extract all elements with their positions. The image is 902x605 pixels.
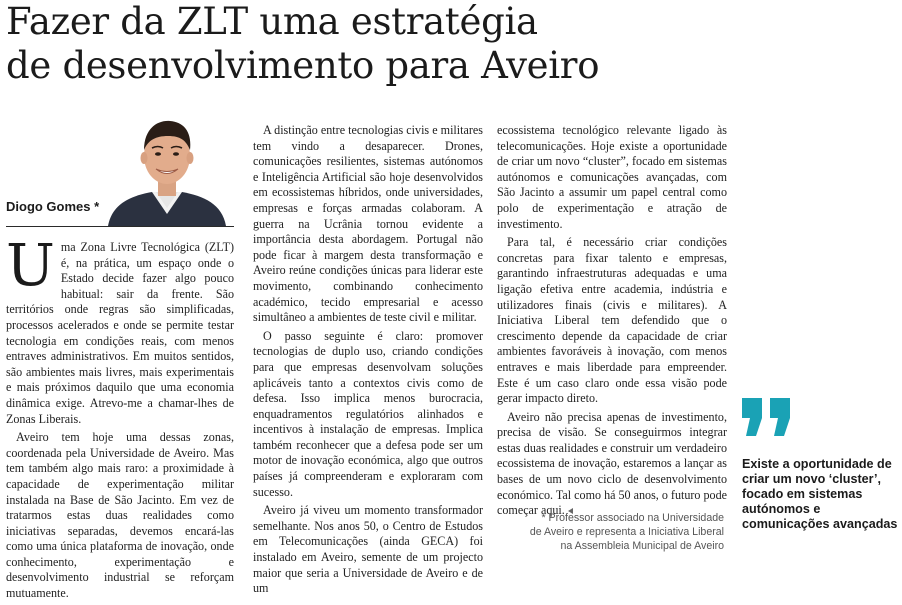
article-column-3 [497,123,727,522]
paragraph-7: Para tal, é necessário criar condições concretas para fixar talento e empresas, garantindo infraestruturas adequadas e uma ligação efetiva entre academia, indústria e utilizadores finais (civis e militares). A Iniciativa Liberal tem defendido que o crescimento depende da capacidade de criar ambientes favoráveis à inovação, com menos entraves e mais liberdade para empreender. Este é um caso claro onde essa visão pode gerar impacto direto. [497,235,727,406]
article-column-2 [253,123,483,600]
author-photo [100,116,234,226]
byline-divider [6,226,234,227]
paragraph-6: ecossistema tecnológico relevante ligado às telecomunicações. Hoje existe a oportunidade de criar um novo “cluster”, focado em sistemas autónomos e comunicações avançadas, com São Jacinto a assumir um papel central como polo de experimentação e atração de investimento. [497,123,727,231]
article-column-1 [6,231,234,605]
paragraph-8 [497,410,727,519]
footnote-line-3: na Assembleia Municipal de Aveiro [560,540,724,552]
paragraph-1-text: ma Zona Livre Tecnológica (ZLT) é, na prática, um espaço onde o Estado decide fazer algo pouco habitual: sair da frente. São territórios onde regras são simplificadas, processos acelerados e onde se permite testar tecnologia em condições reais, com menos entraves administrativos. Em muitos sentidos, são ambientes mais livres, mais experimentais e mais próximos daquilo que uma economia dinâmica exige. Atrevo-me a chamar-lhes de Zonas Liberais. [6,240,234,426]
paragraph-1 [6,231,234,427]
closing-quote-icon [742,398,794,443]
drop-cap: U [6,231,55,299]
headline-line-1: Fazer da ZLT uma estratégia [6,0,538,43]
paragraph-4: O passo seguinte é claro: promover tecnologias de duplo uso, criando condições para que empresas desenvolvam soluções aplicáveis tanto a contextos civis como de defesa. Isso implica menos burocracia, enquadramentos regulatórios alinhados e incentivos à instalação de empresas. Implica também reconhecer que a defesa pode ser um motor de inovação económica, algo que outros países já compreenderam e exploraram com sucesso. [253,328,483,499]
author-name: Diogo Gomes * [6,199,100,214]
footnote-line-1: * Professor associado na Universidade [541,512,724,524]
paragraph-2: Aveiro tem hoje uma dessas zonas, coordenada pela Universidade de Aveiro. Mas tem também algo mais raro: a proximidade à capacidade de experimentação militar instalada na Base de São Jacinto. Em vez de tratarmos estas duas realidades como iniciativas separadas, devemos encará-las como uma única plataforma de inovação, onde conhecimento, experimentação e desenvolvimento industrial se reforçam mutuamente. [6,430,234,601]
headline-line-2: de desenvolvimento para Aveiro [6,44,600,87]
paragraph-8-text: Aveiro não precisa apenas de investimento, precisa de visão. Se conseguirmos integrar estas duas realidades e construir um verdadeiro ecossistema de inovação, estaremos a lançar as bases de um novo ciclo de desenvolvimento económico. Tal como há 50 anos, o futuro pode começar aqui. [497,409,727,518]
paragraph-3: A distinção entre tecnologias civis e militares tem vindo a desaparecer. Drones, comunicações resilientes, sistemas autónomos e Inteligência Artificial são hoje desenvolvidos em ecossistemas híbridos, onde universidades, empresas e forças armadas colaboram. A guerra na Ucrânia tornou evidente a importância desta abordagem. Portugal não pode ficar à margem desta transformação e Aveiro reúne condições únicas para liderar este movimento, combinando conhecimento académico, tecido empresarial e acesso simultâneo a ambientes de teste civil e militar. [253,123,483,325]
author-footnote [464,511,724,553]
footnote-line-2: de Aveiro e representa a Iniciativa Liberal [529,526,724,538]
pull-quote: Existe a oportunidade de criar um novo ‘cluster’, focado em sistemas autónomos e comunicações avançadas [742,457,898,531]
headline [6,0,646,88]
paragraph-5: Aveiro já viveu um momento transformador semelhante. Nos anos 50, o Centro de Estudos em Telecomunicações (ainda GECA) foi instalado em Aveiro, semente de um projecto maior que seria a Universidade de Aveiro e de um [253,503,483,596]
